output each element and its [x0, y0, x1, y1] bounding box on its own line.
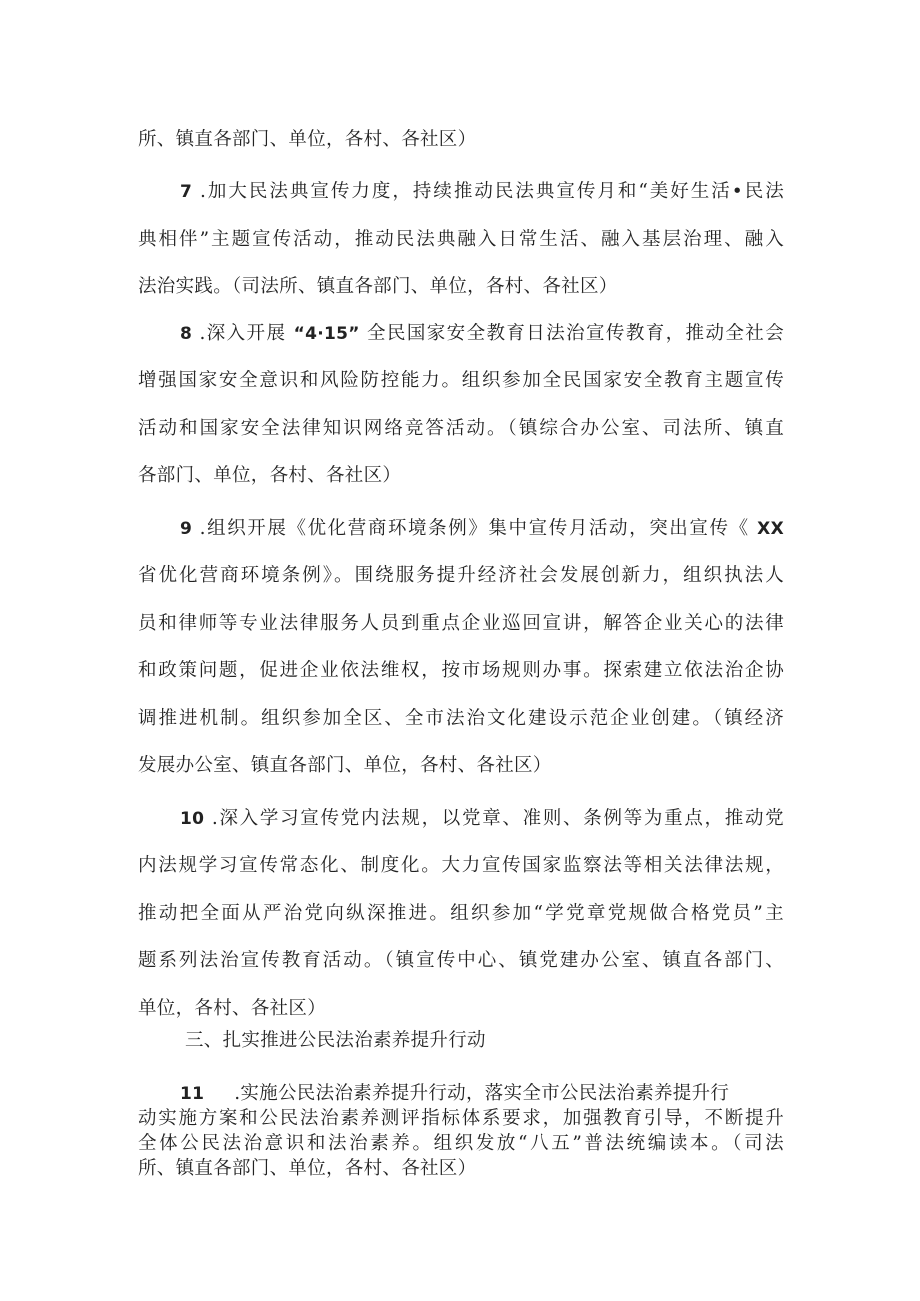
item-9-line-6: 发展办公室、镇直各部门、单位，各村、各社区） [138, 755, 552, 776]
continuation-text: 所、镇直各部门、单位，各村、各社区） [138, 129, 477, 150]
item-11-text-1: .实施公民法治素养提升行动，落实全市公民法治素养提升行 [234, 1083, 730, 1104]
item-9-line-2: 省优化营商环境条例》。围绕服务提升经济社会发展创新力，组织执法人 [138, 565, 784, 586]
item-8-line-1 [180, 322, 784, 346]
item-7-line-3: 法治实践。（司法所、镇直各部门、单位，各村、各社区） [138, 276, 618, 297]
item-11-line-2: 动实施方案和公民法治素养测评指标体系要求，加强教育引导，不断提升 [138, 1108, 784, 1129]
item-10-number: 10 [180, 809, 205, 829]
item-7-text-1: .加大民法典宣传力度，持续推动民法典宣传月和“美好生活•民法 [200, 181, 784, 202]
item-9-number: 9 [180, 519, 193, 539]
paragraph-continuation [138, 128, 784, 152]
item-7-line-1 [180, 180, 784, 204]
item-8-date: “4·15” [293, 324, 360, 344]
item-7-line-2: 典相伴”主题宣传活动，推动民法典融入日常生活、融入基层治理、融入 [138, 229, 784, 250]
item-9-line-3: 员和律师等专业法律服务人员到重点企业巡回宣讲，解答企业关心的法律 [138, 613, 784, 634]
item-11-number: 11 [180, 1084, 205, 1104]
item-10-line-1 [180, 807, 784, 831]
item-11-line-1 [180, 1082, 784, 1106]
item-8-line-2: 增强国家安全意识和风险防控能力。组织参加全民国家安全教育主题宣传 [138, 370, 784, 391]
item-8-line-4: 各部门、单位，各村、各社区） [138, 465, 402, 486]
item-8-number: 8 [180, 324, 193, 344]
item-9-line-5: 调推进机制。组织参加全区、全市法治文化建设示范企业创建。（镇经济 [138, 708, 784, 729]
item-10-line-2: 内法规学习宣传常态化、制度化。大力宣传国家监察法等相关法律法规， [138, 855, 784, 876]
item-11-line-3: 全体公民法治意识和法治素养。组织发放“八五”普法统编读本。（司法 [138, 1133, 784, 1154]
item-8-text-1c: 全民国家安全教育日法治宣传教育，推动全社会 [367, 323, 784, 344]
item-10-line-4: 题系列法治宣传教育活动。（镇宣传中心、镇党建办公室、镇直各部门、 [138, 950, 784, 971]
item-9-line-4: 和政策问题，促进企业依法维权，按市场规则办事。探索建立依法治企协 [138, 660, 784, 681]
item-10-text-1: .深入学习宣传党内法规，以党章、准则、条例等为重点，推动党 [211, 808, 784, 829]
item-7-number: 7 [180, 182, 193, 202]
item-9-text-1a: .组织开展《优化营商环境条例》集中宣传月活动，突出宣传《 [199, 518, 750, 539]
item-10-line-5: 单位，各村、各社区） [138, 998, 327, 1019]
item-10-line-3: 推动把全面从严治党向纵深推进。组织参加“学党章党规做合格党员”主 [138, 903, 784, 924]
item-11-line-4: 所、镇直各部门、单位，各村、各社区） [138, 1158, 477, 1179]
item-8-line-3: 活动和国家安全法律知识网络竞答活动。（镇综合办公室、司法所、镇直 [138, 418, 784, 439]
item-8-text-1a: .深入开展 [199, 323, 287, 344]
item-9-line-1 [180, 517, 784, 541]
item-9-province: XX [757, 519, 784, 539]
section-heading: 三、扎实推进公民法治素养提升行动 [185, 1030, 486, 1051]
